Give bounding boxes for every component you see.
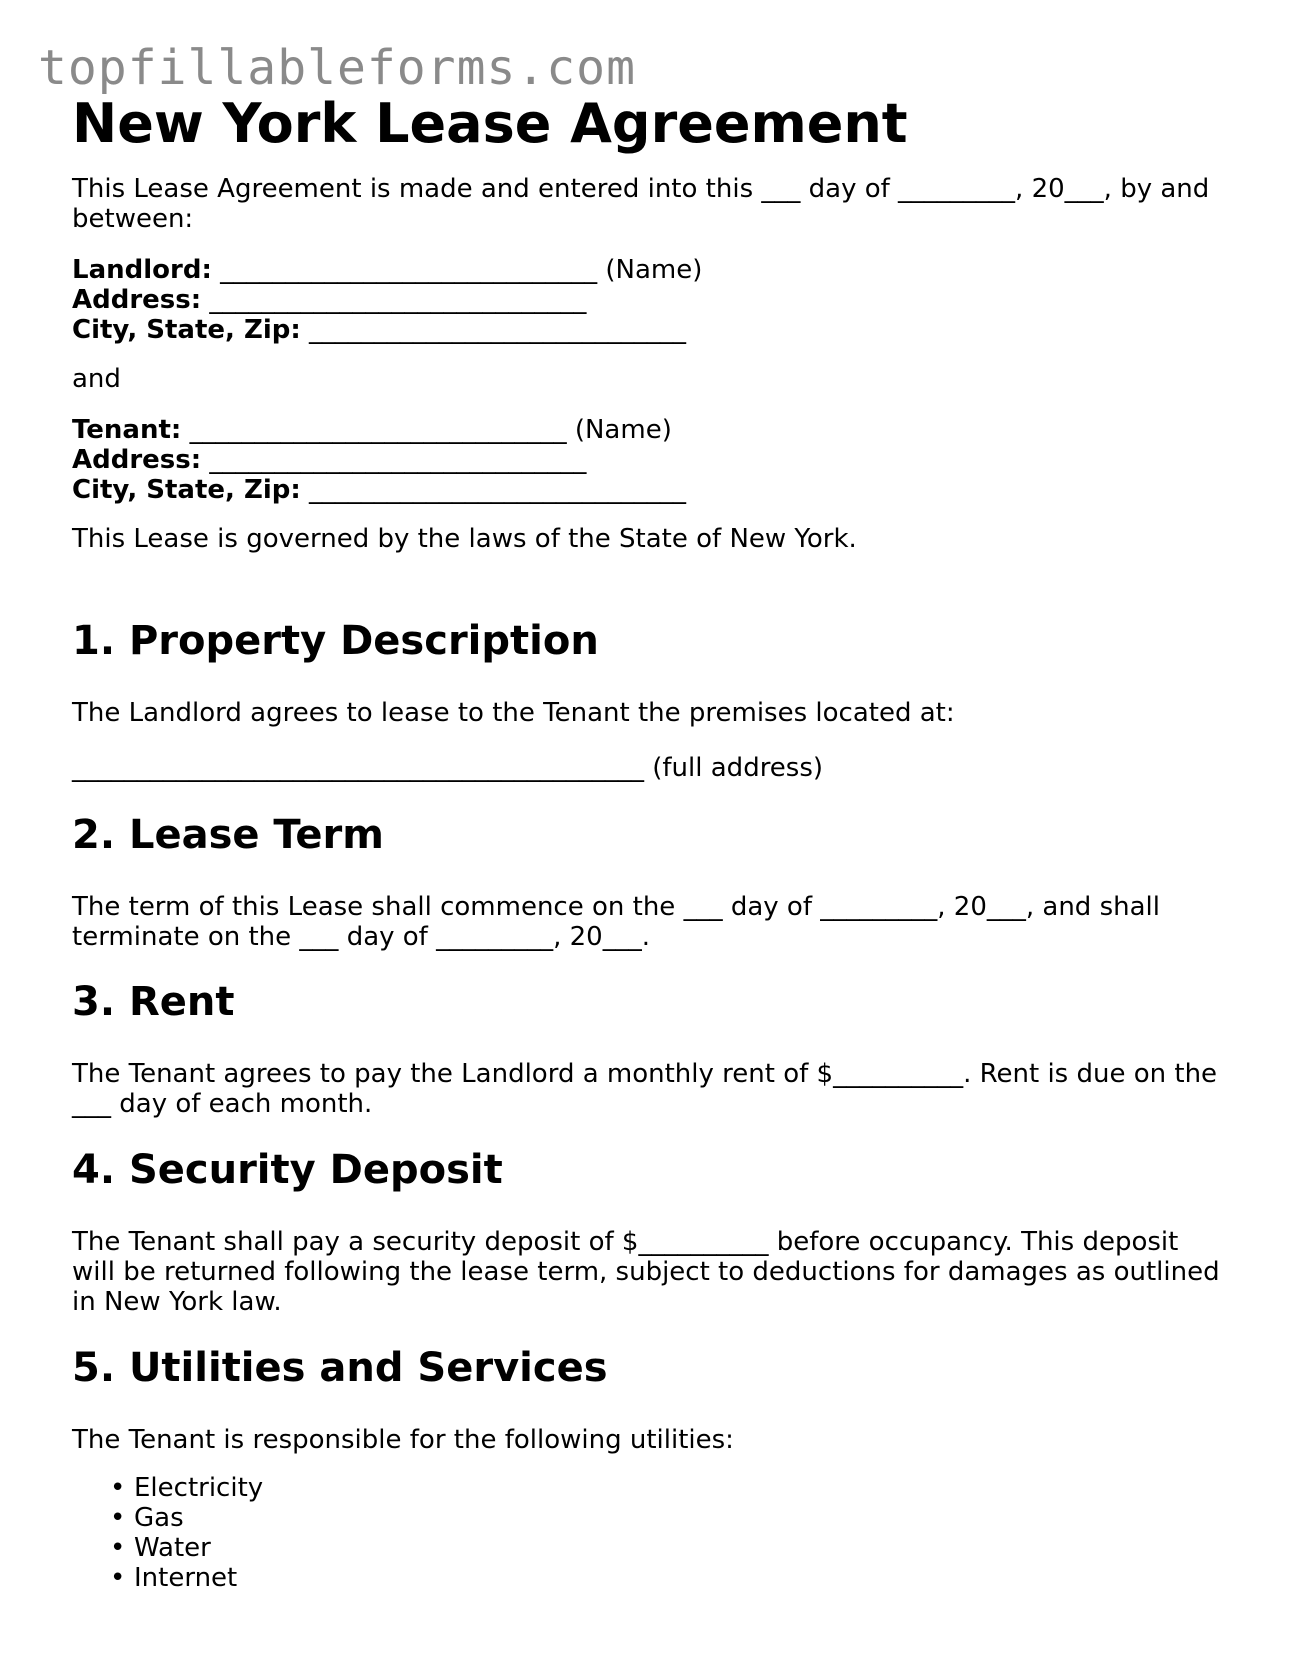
- tenant-city-label: City, State, Zip:: [72, 475, 301, 505]
- utilities-text: The Tenant is responsible for the following utilities:: [72, 1425, 734, 1455]
- list-item: • Gas: [72, 1503, 263, 1533]
- section-heading-term: 2. Lease Term: [72, 812, 384, 858]
- rent-text: The Tenant agrees to pay the Landlord a monthly rent of $__________. Rent is due on the ___ day of each month.: [72, 1059, 1218, 1119]
- landlord-city-line: [72, 315, 702, 345]
- tenant-address-label: Address:: [72, 445, 202, 475]
- term-text: The term of this Lease shall commence on the ___ day of _________, 20___, and shall terminate on the ___ day of _________, 20___.: [72, 892, 1160, 952]
- landlord-address-label: Address:: [72, 285, 202, 315]
- intro-paragraph: This Lease Agreement is made and entered into this ___ day of _________, 20___, by and between:: [72, 174, 1210, 234]
- tenant-name-field[interactable]: _____________________________ (Name): [189, 415, 672, 445]
- list-item: • Electricity: [72, 1473, 263, 1503]
- utilities-list: [72, 1473, 263, 1593]
- landlord-name-field[interactable]: _____________________________ (Name): [220, 255, 703, 285]
- landlord-city-label: City, State, Zip:: [72, 315, 301, 345]
- tenant-block: [72, 415, 686, 505]
- landlord-name-line: [72, 255, 702, 285]
- property-address-field[interactable]: ____________________________________________ (full address): [72, 753, 824, 783]
- tenant-name-label: Tenant:: [72, 415, 182, 445]
- landlord-city-field[interactable]: _____________________________: [309, 315, 687, 345]
- and-text: and: [72, 364, 121, 394]
- landlord-address-line: [72, 285, 702, 315]
- governed-text: This Lease is governed by the laws of the State of New York.: [72, 524, 857, 554]
- section-heading-utilities: 5. Utilities and Services: [72, 1345, 608, 1391]
- watermark-text: topfillableforms.com: [38, 40, 636, 96]
- list-item: • Water: [72, 1533, 263, 1563]
- landlord-address-field[interactable]: _____________________________: [209, 285, 587, 315]
- property-text: The Landlord agrees to lease to the Tenant the premises located at:: [72, 698, 955, 728]
- document-title: New York Lease Agreement: [72, 92, 908, 155]
- tenant-address-line: [72, 445, 686, 475]
- landlord-block: [72, 255, 702, 345]
- section-heading-property: 1. Property Description: [72, 618, 599, 664]
- tenant-city-line: [72, 475, 686, 505]
- section-heading-deposit: 4. Security Deposit: [72, 1147, 503, 1193]
- tenant-city-field[interactable]: _____________________________: [309, 475, 687, 505]
- landlord-name-label: Landlord:: [72, 255, 212, 285]
- tenant-address-field[interactable]: _____________________________: [209, 445, 587, 475]
- section-heading-rent: 3. Rent: [72, 979, 235, 1025]
- tenant-name-line: [72, 415, 686, 445]
- list-item: • Internet: [72, 1563, 263, 1593]
- deposit-text: The Tenant shall pay a security deposit of $__________ before occupancy. This deposit will be returned following the lease term, subject to deductions for damages as outlined in New York law.: [72, 1227, 1220, 1317]
